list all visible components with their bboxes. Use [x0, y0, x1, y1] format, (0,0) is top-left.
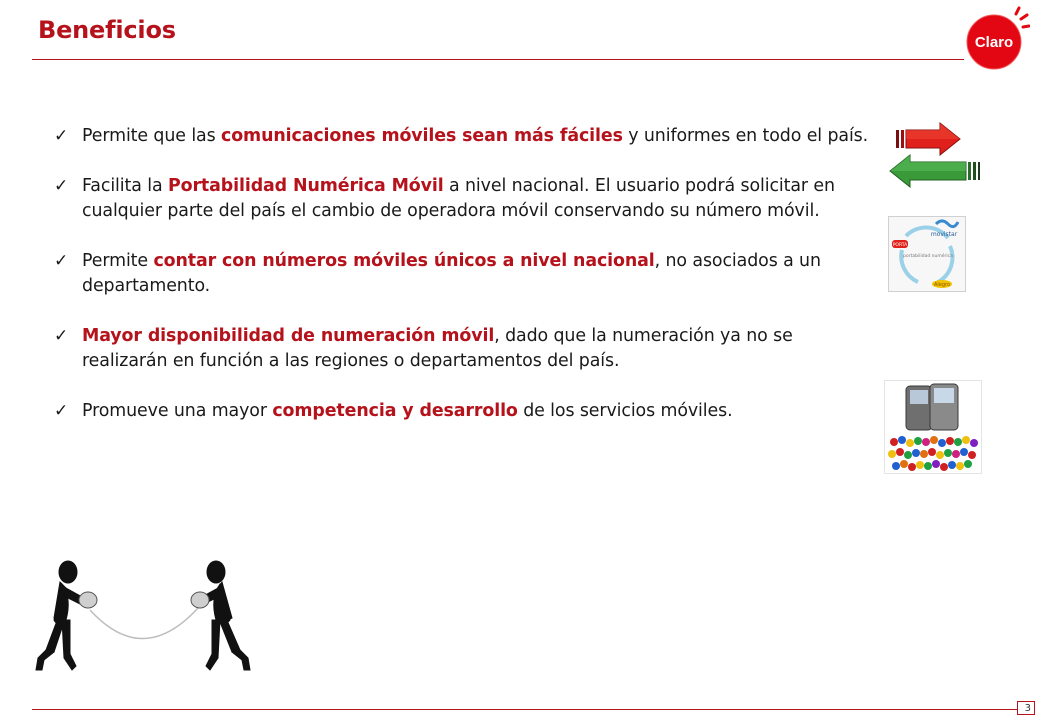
- page-number: 3: [1017, 701, 1035, 715]
- body-text: de los servicios móviles.: [517, 401, 733, 421]
- claro-logo: [964, 6, 1030, 72]
- highlighted-text: Mayor disponibilidad de numeración móvil: [82, 326, 495, 346]
- title-divider: [32, 59, 964, 60]
- body-text: a nivel nacional. El usuario podrá solicitar en cualquier parte del país el cambio de operadora móvil conservando su número móvil.: [82, 176, 835, 221]
- benefit-item: [54, 249, 874, 299]
- benefit-item: [54, 324, 874, 374]
- benefit-item: [54, 174, 874, 224]
- portability-cycle-icon: [888, 216, 966, 292]
- checkmark-icon: ✓: [54, 326, 69, 346]
- checkmark-icon: ✓: [54, 401, 69, 421]
- green-arrow-left-icon: [888, 154, 982, 188]
- footer-divider: [32, 709, 1017, 710]
- body-text: Facilita la: [82, 176, 168, 196]
- benefit-item: [54, 399, 874, 424]
- body-text: Permite que las: [82, 126, 221, 146]
- brand-movistar: movistar: [930, 231, 958, 238]
- body-text: y uniformes en todo el país.: [622, 126, 869, 146]
- highlighted-text: competencia y desarrollo: [272, 401, 518, 421]
- highlighted-text: contar con números móviles únicos a nivel nacional: [153, 251, 655, 271]
- checkmark-icon: ✓: [54, 126, 69, 146]
- benefits-list: [54, 124, 874, 449]
- tin-can-telephone-clipart: [28, 558, 258, 688]
- portability-label: portabilidad numérica: [903, 254, 953, 259]
- benefit-item: [54, 124, 874, 149]
- body-text: Permite: [82, 251, 154, 271]
- logo-text: Claro: [974, 34, 1014, 51]
- body-text: , dado que la numeración ya no se realizarán en función a las regiones o departamentos del país.: [82, 326, 793, 371]
- highlighted-text: comunicaciones móviles sean más fáciles: [221, 126, 623, 146]
- body-text: Promueve una mayor: [82, 401, 273, 421]
- body-text: , no asociados a un departamento.: [82, 251, 821, 296]
- checkmark-icon: ✓: [54, 176, 69, 196]
- red-arrow-right-icon: [894, 122, 962, 156]
- highlighted-text: Portabilidad Numérica Móvil: [167, 176, 444, 196]
- page-title: Beneficios: [38, 16, 176, 44]
- phones-and-people-icon: [884, 380, 982, 474]
- checkmark-icon: ✓: [54, 251, 69, 271]
- brand-alegro: Alegro: [933, 282, 951, 288]
- brand-porta: PORTA: [892, 243, 908, 248]
